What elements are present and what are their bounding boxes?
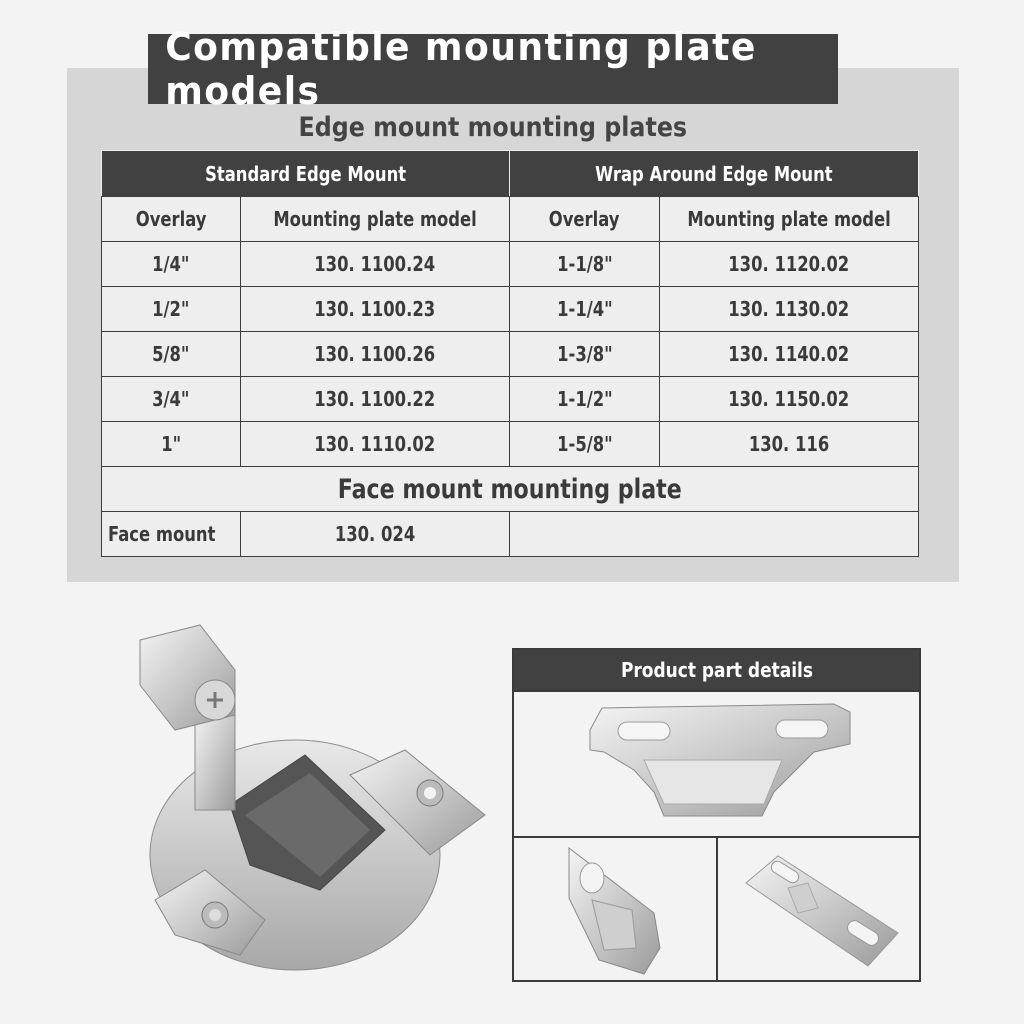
std-overlay-cell: 1/2": [102, 287, 241, 332]
product-details-title: Product part details: [620, 658, 813, 682]
wrap-model-cell: 130. 1150.02: [660, 377, 919, 422]
std-model-cell: 130. 1100.26: [241, 332, 510, 377]
std-model-cell: 130. 1100.22: [241, 377, 510, 422]
wrap-overlay-cell: 1-1/4": [510, 287, 660, 332]
std-overlay-cell: 1": [102, 422, 241, 467]
table-row: [102, 377, 919, 422]
std-overlay-cell: 5/8": [102, 332, 241, 377]
wrap-model-cell: 130. 116: [660, 422, 919, 467]
mounting-plate-angled-image: [716, 838, 920, 982]
table-row: [102, 287, 919, 332]
std-model-cell: 130. 1100.24: [241, 242, 510, 287]
product-bottom-row: [514, 838, 919, 982]
table-row: [102, 242, 919, 287]
wrap-overlay-cell: 1-1/8": [510, 242, 660, 287]
section-standard-edge-mount: Standard Edge Mount: [102, 151, 510, 197]
edge-mount-heading: [67, 106, 919, 150]
std-model-cell: 130. 1110.02: [241, 422, 510, 467]
wrap-model-cell: 130. 1140.02: [660, 332, 919, 377]
column-header-overlay: Overlay: [102, 197, 241, 242]
section-wrap-around-edge-mount: Wrap Around Edge Mount: [510, 151, 919, 197]
std-model-cell: 130. 1100.23: [241, 287, 510, 332]
wrap-overlay-cell: 1-5/8": [510, 422, 660, 467]
face-mount-heading-row: [102, 467, 919, 512]
std-overlay-cell: 1/4": [102, 242, 241, 287]
column-header-row: [102, 197, 919, 242]
wrap-overlay-cell: 1-3/8": [510, 332, 660, 377]
face-mount-label: Face mount: [102, 512, 241, 557]
section-header-row: [102, 151, 919, 197]
product-details-panel: [512, 648, 921, 982]
wrap-model-cell: 130. 1130.02: [660, 287, 919, 332]
page-title-banner: [148, 25, 838, 113]
mounting-plate-table: [101, 150, 919, 557]
wrap-overlay-cell: 1-1/2": [510, 377, 660, 422]
table-row: [102, 422, 919, 467]
wrap-model-cell: 130. 1120.02: [660, 242, 919, 287]
mounting-plate-side-image: [514, 838, 716, 982]
column-header-model: Mounting plate model: [660, 197, 919, 242]
column-header-overlay: Overlay: [510, 197, 660, 242]
mounting-plate-front-image: [514, 692, 919, 838]
product-details-header: [514, 650, 919, 692]
edge-mount-heading-text: Edge mount mounting plates: [298, 112, 688, 143]
plate-angled-icon: [718, 838, 920, 982]
std-overlay-cell: 3/4": [102, 377, 241, 422]
hinge-assembly-image: [130, 615, 500, 985]
hinge-icon: [130, 615, 500, 985]
face-mount-model: 130. 024: [241, 512, 510, 557]
face-mount-row: [102, 512, 919, 557]
plate-side-icon: [514, 838, 716, 982]
face-mount-heading: Face mount mounting plate: [102, 467, 919, 512]
column-header-model: Mounting plate model: [241, 197, 510, 242]
mounting-plate-icon: [514, 692, 919, 836]
table-row: [102, 332, 919, 377]
face-mount-empty-cell: [510, 512, 919, 557]
page-title: Compatible mounting plate models: [165, 25, 757, 113]
